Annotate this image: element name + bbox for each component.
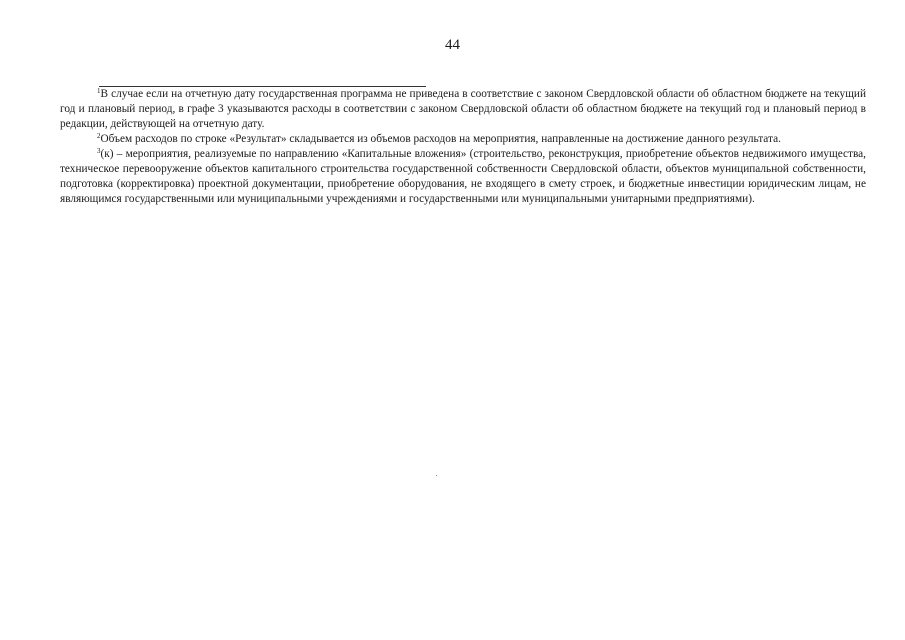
scan-speck xyxy=(436,475,437,476)
page-number: 44 xyxy=(445,37,460,53)
footnote-3 xyxy=(60,147,866,207)
footnote-3-text: (к) – мероприятия, реализуемые по направлению «Капитальные вложения» (строительство, реконструкция, приобретение объектов недвижимого имущества, техническое перевооружение объектов капитального строительства государственной собственности Свердловской области, объектов муниципальной собственности, подготовка (корректировка) проектной документации, приобретение оборудования, не входящего в смету строек, и бюджетные инвестиции юридическим лицам, не являющимся государственными или муниципальными учреждениями и государственными или муниципальными унитарными предприятиями). xyxy=(60,148,866,205)
footnote-1-mark: 1 xyxy=(97,87,101,95)
footnotes-section xyxy=(60,87,866,207)
footnote-2 xyxy=(60,132,866,147)
footnote-2-text: Объем расходов по строке «Результат» складывается из объемов расходов на мероприятия, направленные на достижение данного результата. xyxy=(100,133,781,145)
footnote-1 xyxy=(60,87,866,132)
footnote-3-mark: 3 xyxy=(97,147,101,155)
footnote-1-text: В случае если на отчетную дату государственная программа не приведена в соответствие с законом Свердловской области об областном бюджете на текущий год и плановый период, в графе 3 указываются расходы в соответствии с законом Свердловской области об областном бюджете на текущий год и плановый период в редакции, действующей на отчетную дату. xyxy=(60,88,866,130)
footnote-2-mark: 2 xyxy=(97,132,101,140)
